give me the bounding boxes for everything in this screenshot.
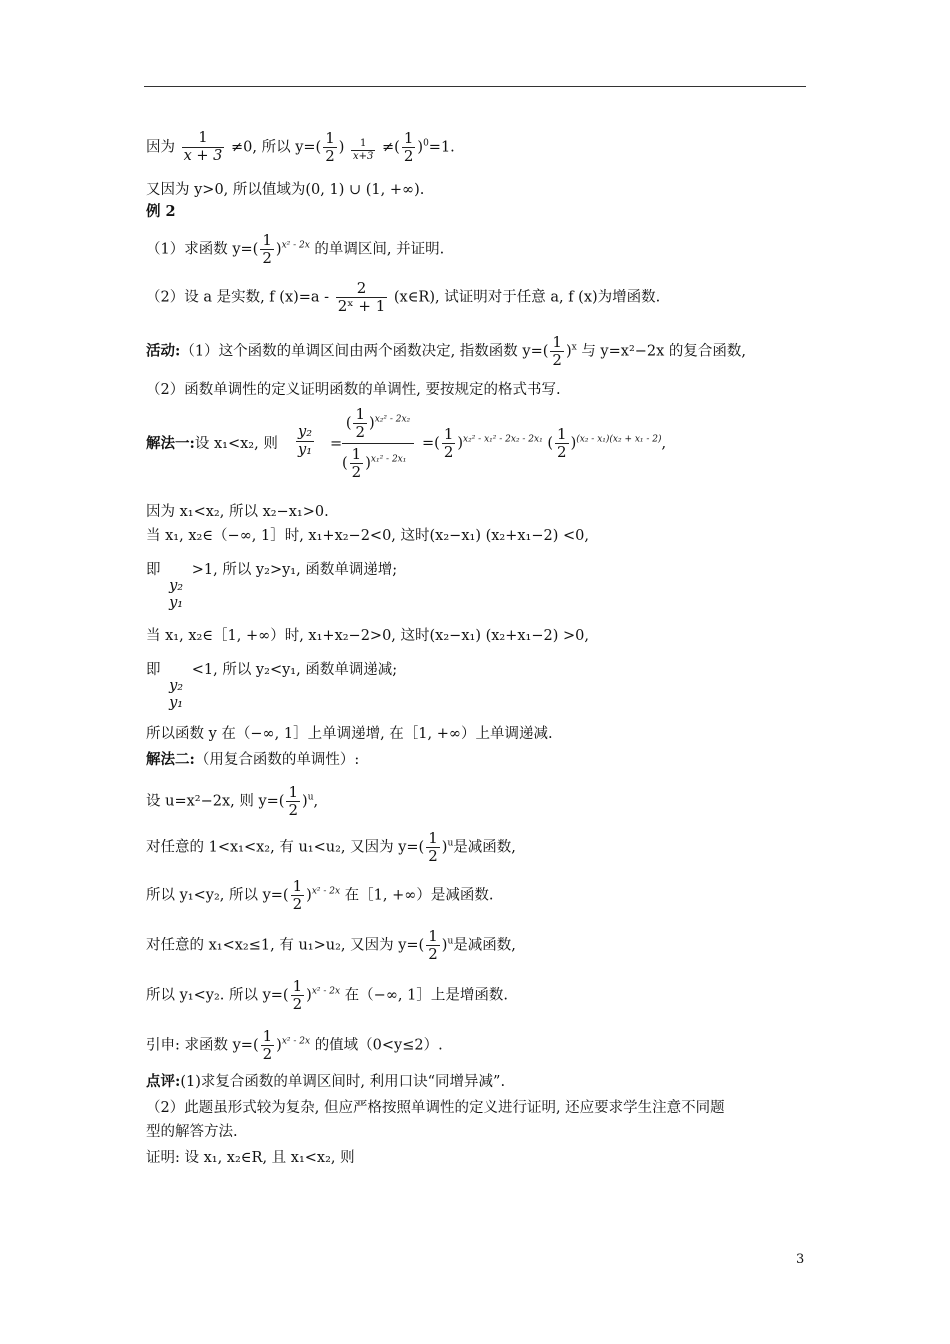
method-1-line: 解法一:设 x₁<x₂, 则 $\frac{\text{y₂}}{\text{y₁}}$ = ( $\frac{1}{2}$ )$^{x_2^2 - 2x_2}$ ( $\frac{1}{2}$ )$^{x_1^2 - 2x_1}$ =( $\frac{1}{2}$ )$^{x_2^2 - x_1^2 - 2x_2 - 2x_1}$ ( $\frac{1}{2}$ )$^{(x_2 - x_1)(x_2 + x_1 - 2)}$, [146,405,667,481]
fraction-y2-y1: y₂ y₁ [169,678,184,711]
question-2: （2）设 a 是实数, f (x)=a - $\frac{2}{\text{2ˣ + 1}}$ (x∈R), 试证明对于任意 a, f (x)为增函数. [146,279,661,315]
example-heading: 例 2 [146,203,176,220]
fraction: $\frac{2}{\text{2ˣ + 1}}$ [337,279,386,315]
header-rule [144,86,806,87]
comment-line: 点评:(1)求复合函数的单调区间时, 利用口诀“同增异减”. [146,1073,506,1090]
fraction-y2-y1: $\frac{\text{y₂}}{\text{y₁}}$ [298,424,313,458]
line-9: 因为 x₁<x₂, 所以 x₂−x₁>0. [146,504,329,520]
fraction-y2-y1: y₂ y₁ [169,578,184,611]
page-number: 3 [796,1252,805,1267]
line-2: 又因为 y>0, 所以值域为(0, 1) ∪ (1, +∞). [146,182,425,198]
line-16: 设 u=x²−2x, 则 y=( $\frac{1}{2}$ )$^u$, [146,783,319,819]
question-1: （1）求函数 y=( $\frac{1}{2}$ )$^{x^2 - 2x}$ 的单调区间, 并证明. [146,231,445,267]
activity-line-2: （2）函数单调性的定义证明函数的单调性, 要按规定的格式书写. [146,382,561,398]
line-20: 所以 y₁<y₂. 所以 y=( $\frac{1}{2}$ )$^{x^2 - 2x}$ 在（−∞, 1］上是增函数. [146,977,508,1013]
activity-line: 活动:（1）这个函数的单调区间由两个函数决定, 指数函数 y=( $\frac{1}{2}$ )$^x$ 与 y=x²−2x 的复合函数, [146,333,747,369]
line-24: 型的解答方法. [146,1124,238,1140]
line-17: 对任意的 1<x₁<x₂, 有 u₁<u₂, 又因为 y=( $\frac{1}{2}$ )$^u$是减函数, [146,829,516,865]
fraction-half: $\frac{1}{2}$ [403,129,414,165]
line-10: 当 x₁, x₂∈（−∞, 1］时, x₁+x₂−2<0, 这时(x₂−x₁) (x₂+x₁−2) <0, [146,528,589,544]
line-23: （2）此题虽形式较为复杂, 但应严格按照单调性的定义进行证明, 还应要求学生注意不同题 [146,1100,725,1116]
line-1: 因为 $\frac{1}{x + 3}$ ≠0, 所以 y=( $\frac{1}{2}$ ) $\frac{1}{x+3}$ ≠( $\frac{1}{2}$ )$^0$=1. [146,129,455,165]
line-19: 对任意的 x₁<x₂≤1, 有 u₁>u₂, 又因为 y=( $\frac{1}{2}$ )$^u$是减函数, [146,927,516,963]
fraction: $\frac{1}{x + 3}$ [183,130,223,164]
line-11: 即 y₂ y₁ >1, 所以 y₂>y₁, 函数单调递增; [146,562,398,611]
exponent-fraction: $\frac{1}{x+3}$ [353,137,374,162]
line-21: 引申: 求函数 y=( $\frac{1}{2}$ )$^{x^2 - 2x}$ 的值域（0<y≤2）. [146,1027,443,1063]
line-18: 所以 y₁<y₂, 所以 y=( $\frac{1}{2}$ )$^{x^2 - 2x}$ 在［1, +∞）是减函数. [146,877,494,913]
method-2-heading: 解法二:（用复合函数的单调性）: [146,751,360,768]
big-fraction: ( $\frac{1}{2}$ )$^{x_2^2 - 2x_2}$ ( $\frac{1}{2}$ )$^{x_1^2 - 2x_1}$ [342,406,414,481]
line-14: 所以函数 y 在（−∞, 1］上单调递增, 在［1, +∞）上单调递减. [146,726,553,742]
line-12: 当 x₁, x₂∈［1, +∞）时, x₁+x₂−2>0, 这时(x₂−x₁) (x₂+x₁−2) >0, [146,628,589,644]
fraction-half: $\frac{1}{2}$ [325,129,335,165]
fraction-half: $\frac{1}{2}$ [262,231,272,267]
line-13: 即 y₂ y₁ <1, 所以 y₂<y₁, 函数单调递减; [146,662,398,711]
fraction-half: $\frac{1}{2}$ [552,333,562,369]
line-25: 证明: 设 x₁, x₂∈R, 且 x₁<x₂, 则 [146,1150,355,1166]
